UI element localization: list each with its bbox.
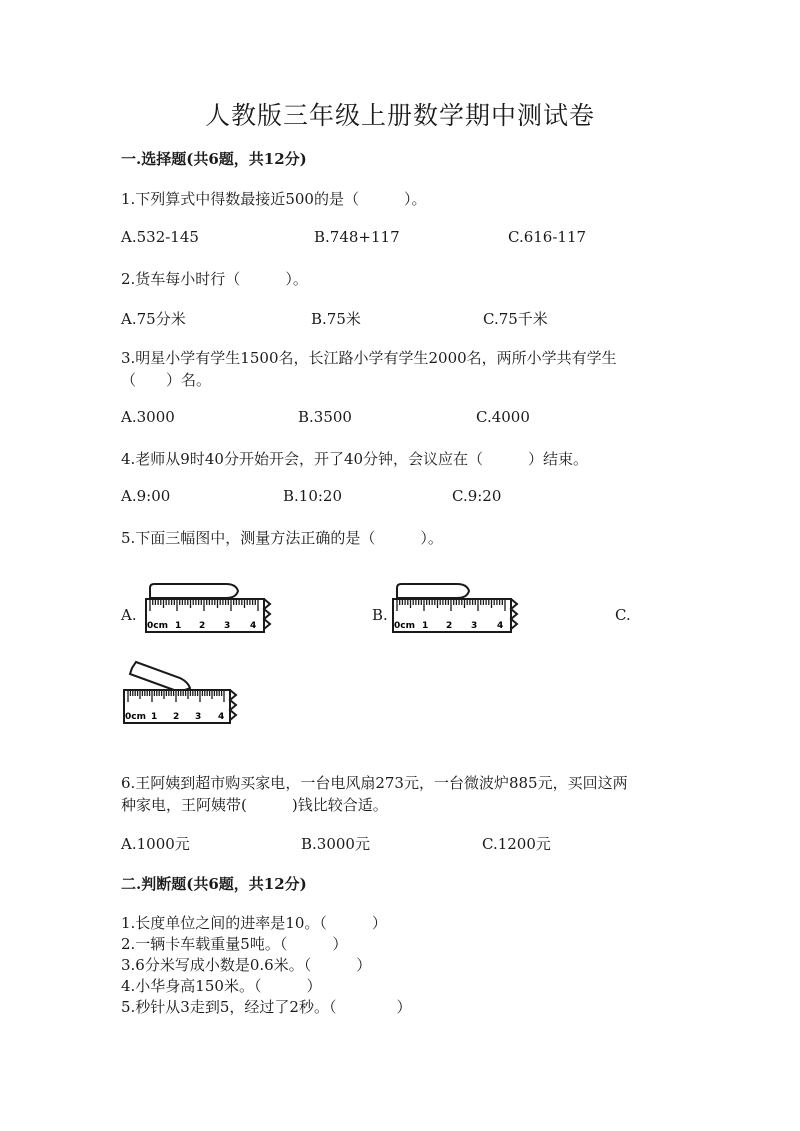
question-6-line2: 种家电，王阿姨带( )钱比较合适。 [121,796,388,814]
ruler-diagram-c [122,660,254,726]
ruler-figure-b [391,582,523,638]
page-title: 人教版三年级上册数学期中测试卷 [204,101,595,130]
question-2: 2.货车每小时行（ ）。 [121,270,308,288]
ruler-label-1: 1 [151,712,158,722]
q3-option-b: B.3500 [298,408,352,426]
ruler-label-4: 4 [497,621,504,631]
ruler-label-2: 2 [446,621,453,631]
q4-option-a: A.9:00 [121,487,171,505]
q3-option-c: C.4000 [476,408,530,426]
ruler-diagram-a [144,582,276,638]
ruler-label-1: 1 [175,621,182,631]
section-heading-choice: 一.选择题(共6题，共12分) [121,150,307,168]
judge-item: 1.长度单位之间的进率是10。（ ） [121,914,387,932]
judge-item: 5.秒针从3走到5，经过了2秒。（ ） [121,998,412,1016]
q2-option-c: C.75千米 [483,310,548,328]
question-1: 1.下列算式中得数最接近500的是（ ）。 [121,190,427,208]
pencil-shape [397,584,469,600]
q6-option-b: B.3000元 [301,835,370,853]
q2-option-a: A.75分米 [121,310,186,328]
question-6-line1: 6.王阿姨到超市购买家电，一台电风扇273元，一台微波炉885元，买回这两 [121,774,628,792]
ruler-label-0: 0cm [394,621,415,631]
q2-option-b: B.75米 [311,310,361,328]
ruler-figure-c [122,660,254,726]
judge-item: 2.一辆卡车载重量5吨。（ ） [121,935,348,953]
question-5: 5.下面三幅图中，测量方法正确的是（ ）。 [121,529,443,547]
q6-option-a: A.1000元 [121,835,190,853]
q5-option-b: B. [372,606,388,624]
q4-option-b: B.10:20 [283,487,343,505]
ruler-label-2: 2 [199,621,206,631]
question-4: 4.老师从9时40分开始开会，开了40分钟，会议应在（ ）结束。 [121,450,589,468]
ruler-label-4: 4 [250,621,257,631]
judge-item: 3.6分米写成小数是0.6米。（ ） [121,956,372,974]
q5-option-c: C. [615,606,631,624]
ruler-label-0: 0cm [125,712,146,722]
q1-option-b: B.748+117 [314,228,400,246]
ruler-label-4: 4 [218,712,225,722]
pencil-shape [130,662,190,691]
q1-option-a: A.532-145 [121,228,199,246]
ruler-label-3: 3 [224,621,231,631]
ruler-diagram-b [391,582,523,638]
ruler-label-3: 3 [195,712,202,722]
q1-option-c: C.616-117 [508,228,587,246]
question-3-line1: 3.明星小学有学生1500名，长江路小学有学生2000名，两所小学共有学生 [121,349,617,367]
q3-option-a: A.3000 [121,408,175,426]
q4-option-c: C.9:20 [452,487,502,505]
ruler-label-1: 1 [422,621,429,631]
ruler-label-2: 2 [173,712,180,722]
question-3-line2: （ ）名。 [121,371,212,389]
ruler-label-3: 3 [471,621,478,631]
judge-item: 4.小华身高150米。（ ） [121,977,322,995]
pencil-shape [150,584,238,600]
q5-option-a: A. [121,606,137,624]
q6-option-c: C.1200元 [482,835,551,853]
ruler-label-0: 0cm [147,621,168,631]
ruler-figure-a [144,582,276,638]
section-heading-judge: 二.判断题(共6题，共12分) [121,875,307,893]
